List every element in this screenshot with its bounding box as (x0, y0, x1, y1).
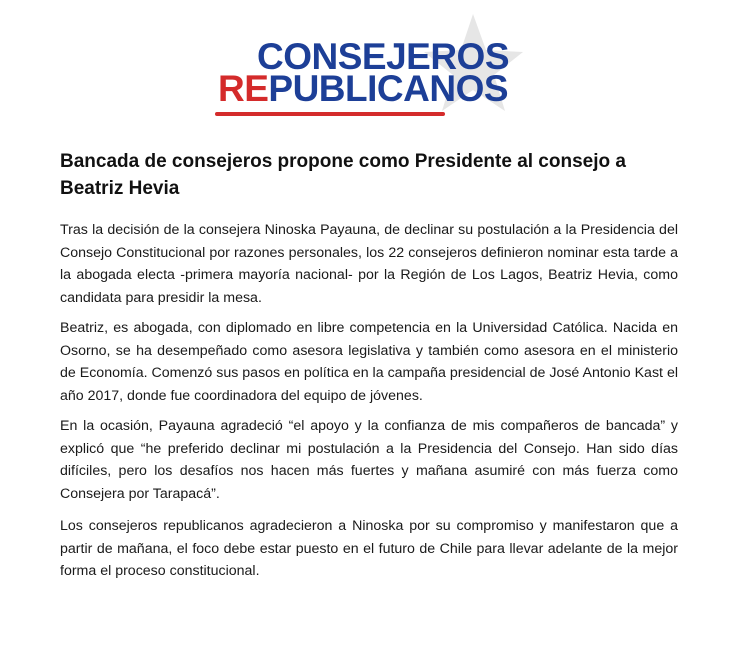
paragraph-3: En la ocasión, Payauna agradeció “el apoyo y la confianza de mis compañeros de bancada” y explicó que “he preferido declinar mi postulación a la Presidencia del Consejo. Han sido días difíciles, pero los desafíos nos hacen más fuertes y mañana asumiré con más fuerza como Consejera por Tarapacá”. (60, 418, 678, 502)
logo-publicanos-text: PUBLICANOS (268, 68, 509, 109)
logo-underline (215, 112, 445, 116)
paragraph-4: Los consejeros republicanos agradecieron a Ninoska por su compromiso y manifestaron que a partir de mañana, el foco debe estar puesto en el futuro de Chile para llevar adelante de la mejor forma el proceso constitucional. (60, 518, 678, 579)
logo-re-text: RE (218, 68, 269, 109)
paragraph-2: Beatriz, es abogada, con diplomado en libre competencia en la Universidad Católica. Nacida en Osorno, se ha desempeñado como asesora legislativa y también como asesora en el ministerio de Economía. Comenzó sus pasos en política en la campaña presidencial de José Antonio Kast el año 2017, donde fue coordinadora del equipo de jóvenes. (60, 320, 678, 404)
paragraph-1: Tras la decisión de la consejera Ninoska Payauna, de declinar su postulación a la Presidencia del Consejo Constitucional por razones personales, los 22 consejeros definieron nominar esta tarde a la abogada electa -primera mayoría nacional- por la Región de Los Lagos, Beatriz Hevia, como candidata para presidir la mesa. (60, 222, 678, 306)
logo-line-2 (218, 70, 508, 107)
logo-line-1: CONSEJEROS (257, 36, 510, 77)
consejeros-republicanos-logo (205, 12, 535, 120)
headline: Bancada de consejeros propone como Presidente al consejo a Beatriz Hevia (60, 151, 626, 199)
